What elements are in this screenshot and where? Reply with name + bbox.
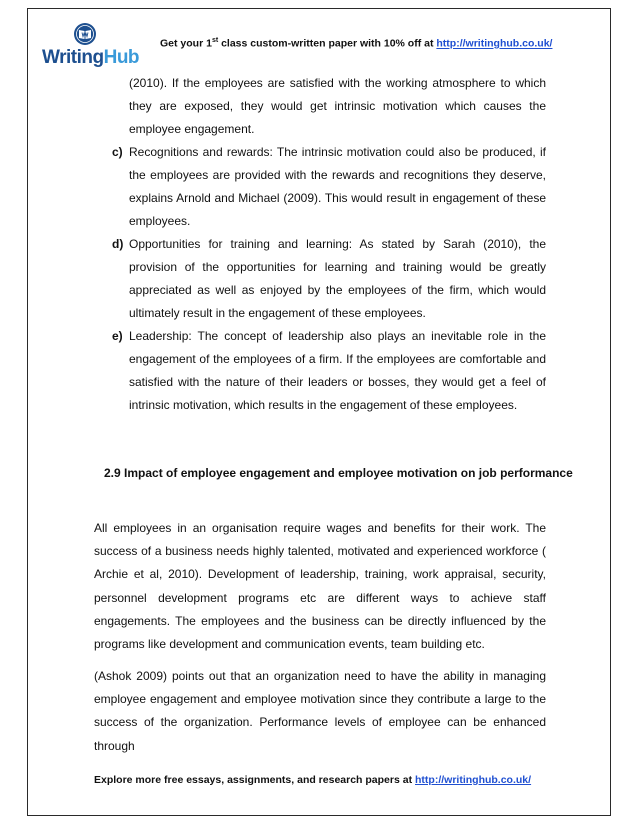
list-item-d (94, 233, 546, 325)
logo-hub: Hub (103, 47, 140, 68)
list-marker: c) (112, 145, 123, 159)
header-promo (160, 37, 552, 50)
logo-wordmark (42, 47, 140, 69)
body-paragraph-1: All employees in an organisation require wages and benefits for their work. The success of a business needs highly talented, motivated and experienced workforce ( Archie et al, 2010). Development of leadership, training, work appraisal, security, personnel development programs etc are different ways to achieve staff engagements. The employees and the business can be directly influenced by the programs like development and communication events, team building etc. (94, 521, 546, 652)
footer-link[interactable]: http://writinghub.co.uk/ (415, 774, 532, 786)
list-item-text: Recognitions and rewards: The intrinsic motivation could also be produced, if the employees are provided with the rewards and recognitions they deserve, explains Arnold and Michael (2009). This would result in engagement of these employees. (129, 145, 546, 228)
writinghub-logo[interactable] (42, 22, 140, 72)
footer-promo (94, 774, 531, 786)
book-emblem-icon (73, 22, 97, 46)
list-item-e (94, 325, 546, 417)
section-heading: 2.9 Impact of employee engagement and employee motivation on job performance (104, 466, 573, 480)
list-item-text: Opportunities for training and learning: As stated by Sarah (2010), the provision of the opportunities for learning and training would be greatly appreciated as well as enjoyed by the employees of the firm, which would ultimately result in the engagement of these employees. (129, 237, 546, 320)
header-link[interactable]: http://writinghub.co.uk/ (436, 37, 553, 50)
list-continuation (94, 70, 546, 141)
promo-superscript: st (211, 37, 219, 44)
lettered-list (94, 70, 546, 417)
list-marker: d) (112, 237, 124, 251)
list-item-c (94, 141, 546, 233)
body-paragraph-2: (Ashok 2009) points out that an organization need to have the ability in managing employee engagement and employee motivation since they contribute a large to the success of the organization. Performance levels of employee can be enhanced through (94, 669, 546, 753)
list-item-text: Leadership: The concept of leadership also plays an inevitable role in the engagement of the employees of a firm. If the employees are comfortable and satisfied with the nature of their leaders or bosses, they would get a feel of intrinsic motivation, which results in the engagement of these employees. (129, 329, 546, 412)
promo-middle: class custom-written paper with 10% off at (218, 37, 437, 50)
list-marker: e) (112, 329, 123, 343)
footer-text: Explore more free essays, assignments, and research papers at (94, 774, 415, 786)
promo-prefix: Get your 1 (160, 37, 212, 50)
logo-writing: Writing (42, 47, 104, 68)
list-continuation-text: (2010). If the employees are satisfied with the working atmosphere to which they are exposed, they would get intrinsic motivation which causes the employee engagement. (129, 76, 546, 136)
